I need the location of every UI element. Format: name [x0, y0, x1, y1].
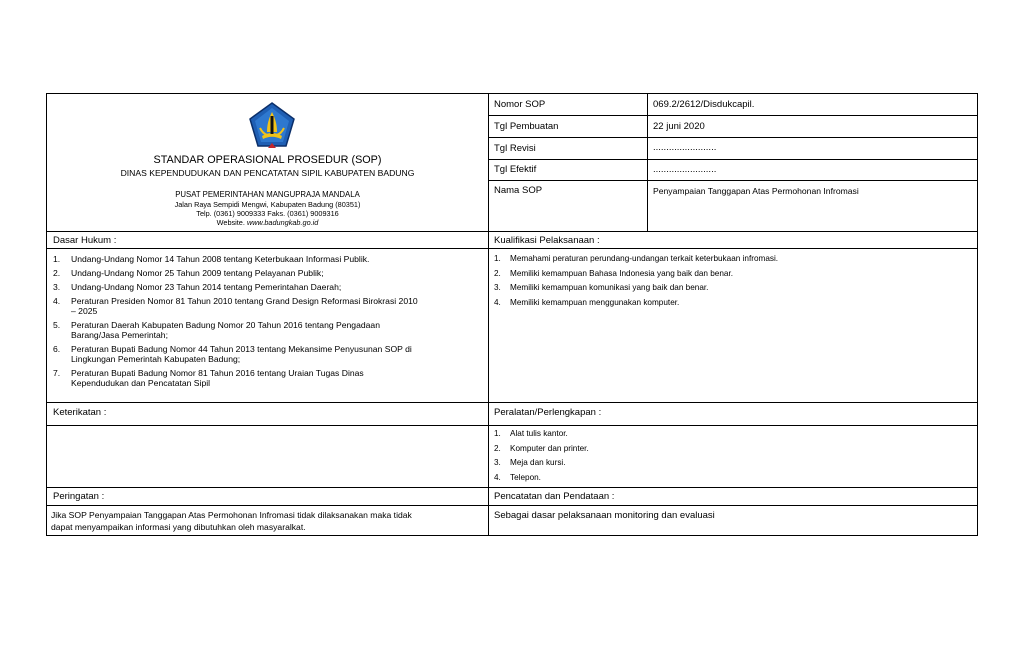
list-item: 7. Peraturan Bupati Badung Nomor 81 Tahun 2016 tentang Uraian Tugas Dinas Kependudukan dan Pencatatan Sipil — [53, 368, 364, 388]
website-link[interactable]: www.badungkab.go.id — [246, 218, 319, 227]
nama-sop-label: Nama SOP — [494, 185, 543, 196]
meta-row-divider — [488, 180, 978, 181]
office-name: PUSAT PEMERINTAHAN MANGUPRAJA MANDALA — [175, 190, 360, 199]
kualifikasi-list — [490, 254, 976, 312]
row-divider — [47, 248, 977, 249]
peringatan-text-line1: Jika SOP Penyampaian Tanggapan Atas Permohonan Infromasi tidak dilaksanakan maka tidak — [51, 510, 412, 520]
tgl-pembuatan-label: Tgl Pembuatan — [494, 121, 559, 132]
list-item: 6. Peraturan Bupati Badung Nomor 44 Tahun 2013 tentang Mekansime Penyusunan SOP di Lingkungan Pemerintah Kabupaten Badung; — [53, 344, 412, 364]
list-item: 1. Memahami peraturan perundang-undangan terkait keterbukaan infromasi. — [494, 254, 779, 263]
nomor-sop-value: 069.2/2612/Disdukcapil. — [653, 99, 755, 110]
peralatan-list — [490, 429, 976, 487]
row-divider — [47, 402, 977, 403]
meta-row-divider — [488, 159, 978, 160]
list-item: 3. Memiliki kemampuan komunikasi yang baik dan benar. — [494, 283, 709, 293]
tgl-efektif-value: ........................ — [653, 164, 717, 175]
list-item: 4. Telepon. — [494, 472, 541, 482]
tgl-revisi-value: ........................ — [653, 142, 717, 153]
header-cell — [47, 94, 488, 231]
office-address: Jalan Raya Sempidi Mengwi, Kabupaten Badung (80351) — [174, 200, 361, 209]
tgl-revisi-label: Tgl Revisi — [494, 143, 536, 154]
row-divider — [47, 425, 977, 426]
keterikatan-heading: Keterikatan : — [53, 407, 107, 418]
peringatan-heading: Peringatan : — [53, 491, 105, 502]
pencatatan-text: Sebagai dasar pelaksanaan monitoring dan evaluasi — [494, 510, 715, 521]
dasar-hukum-heading: Dasar Hukum : — [53, 235, 117, 246]
peringatan-text-line2: dapat menyampaikan informasi yang dibutuhkan oleh masyaralkat. — [51, 522, 306, 532]
peralatan-heading: Peralatan/Perlengkapan : — [494, 407, 602, 418]
list-item: 3. Undang-Undang Nomor 23 Tahun 2014 tentang Pemerintahan Daerah; — [53, 282, 342, 292]
office-website-line — [47, 218, 488, 227]
list-item: 1. Alat tulis kantor. — [494, 429, 568, 438]
list-item: 1. Undang-Undang Nomor 14 Tahun 2008 tentang Keterbukaan Informasi Publik. — [53, 254, 370, 264]
nomor-sop-label: Nomor SOP — [494, 99, 546, 110]
list-item: 2. Komputer dan printer. — [494, 443, 589, 453]
logo-icon — [248, 102, 296, 150]
list-item: 4. Peraturan Presiden Nomor 81 Tahun 2010 tentang Grand Design Reformasi Birokrasi 2010 – 2025 — [53, 296, 418, 316]
website-label: Website. — [216, 218, 245, 227]
nama-sop-value: Penyampaian Tanggapan Atas Permohonan Infromasi — [653, 186, 859, 196]
kualifikasi-heading: Kualifikasi Pelaksanaan : — [494, 235, 600, 246]
agency-name: DINAS KEPENDUDUKAN DAN PENCATATAN SIPIL KABUPATEN BADUNG — [120, 168, 415, 178]
sop-title: STANDAR OPERASIONAL PROSEDUR (SOP) — [153, 154, 382, 166]
list-item: 3. Meja dan kursi. — [494, 458, 566, 468]
list-item: 2. Memiliki kemampuan Bahasa Indonesia yang baik dan benar. — [494, 268, 734, 278]
dasar-hukum-list — [49, 254, 485, 392]
meta-row-divider — [488, 115, 978, 116]
list-item: 5. Peraturan Daerah Kabupaten Badung Nomor 20 Tahun 2016 tentang Pengadaan Barang/Jasa Pemerintah; — [53, 320, 380, 340]
row-divider — [47, 505, 977, 506]
row-divider — [47, 231, 977, 232]
office-phone: Telp. (0361) 9009333 Faks. (0361) 9009316 — [196, 209, 339, 218]
tgl-efektif-label: Tgl Efektif — [494, 164, 537, 175]
meta-row-divider — [488, 137, 978, 138]
sop-table — [46, 93, 978, 536]
list-item: 2. Undang-Undang Nomor 25 Tahun 2009 tentang Pelayanan Publik; — [53, 268, 324, 278]
pencatatan-heading: Pencatatan dan Pendataan : — [494, 491, 615, 502]
column-divider — [488, 94, 489, 535]
list-item: 4. Memiliki kemampuan menggunakan komputer. — [494, 297, 680, 307]
tgl-pembuatan-value: 22 juni 2020 — [653, 121, 705, 132]
